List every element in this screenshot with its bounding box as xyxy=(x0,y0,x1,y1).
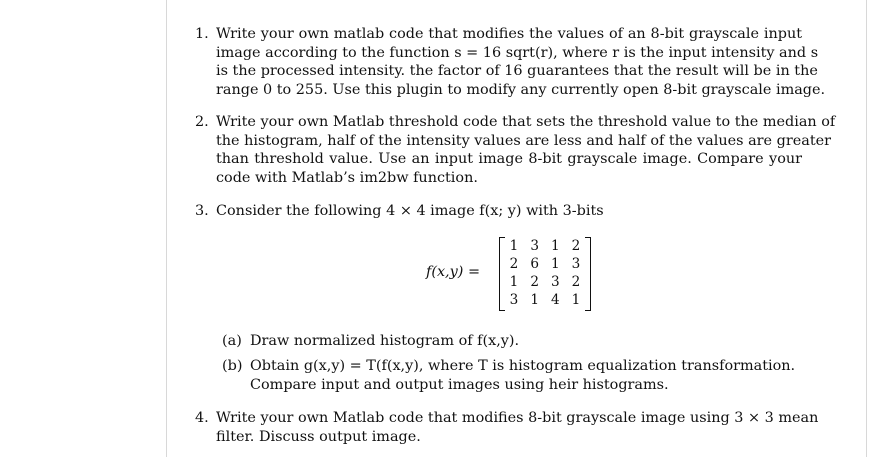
matrix-row xyxy=(507,237,583,255)
matrix-row xyxy=(507,273,583,291)
left-margin-rule xyxy=(166,0,167,457)
matrix-row xyxy=(507,255,583,273)
matrix-cell: 1 xyxy=(550,256,560,272)
matrix-cell: 4 xyxy=(550,292,560,308)
matrix-cell: 2 xyxy=(509,256,519,272)
matrix-cell: 1 xyxy=(571,292,581,308)
text-line: Write your own Matlab code that modifies 8-bit grayscale image using 3 × 3 mean xyxy=(216,410,819,426)
text-line: is the processed intensity. the factor of 16 guarantees that the result will be in the xyxy=(216,63,818,80)
matrix-cell: 1 xyxy=(530,292,539,308)
problem-number: 1. xyxy=(195,26,209,42)
matrix-right-bracket xyxy=(585,237,591,311)
text-line: than threshold value. Use an input image 8-bit grayscale image. Compare your xyxy=(216,151,802,168)
problem-text xyxy=(216,25,826,99)
subpart-label: (b) xyxy=(222,358,243,374)
matrix-cell: 1 xyxy=(509,238,519,254)
matrix-cell: 3 xyxy=(530,238,539,254)
problem-text xyxy=(216,409,819,446)
text-line: filter. Discuss output image. xyxy=(216,428,421,445)
matrix-row xyxy=(507,291,583,309)
matrix-left-bracket xyxy=(499,237,505,311)
text-line: Consider the following 4 × 4 image f(x; y) with 3-bits xyxy=(216,203,604,219)
matrix-cell: 2 xyxy=(530,274,539,290)
matrix-cell: 2 xyxy=(571,238,581,254)
text-line: Write your own matlab code that modifies the values of an 8-bit grayscale input xyxy=(216,26,802,42)
matrix-label: f(x,y) = xyxy=(426,264,481,280)
subpart-text: Obtain g(x,y) = T(f(x,y), where T is histogram equalization transformation. xyxy=(250,358,796,374)
subpart-text: Draw normalized histogram of f(x,y). xyxy=(250,333,520,349)
matrix-cell: 3 xyxy=(550,274,560,290)
problem-number: 4. xyxy=(195,410,209,426)
matrix-cell: 1 xyxy=(509,274,519,290)
matrix-cell: 2 xyxy=(571,274,581,290)
text-line: image according to the function s = 16 sqrt(r), where r is the input intensity and s xyxy=(216,44,819,61)
matrix-cell: 3 xyxy=(571,256,581,272)
problem-text xyxy=(216,202,802,221)
matrix xyxy=(499,237,591,311)
problem-number: 2. xyxy=(195,114,209,130)
text-line: the histogram, half of the intensity values are less and half of the values are greater xyxy=(216,132,832,149)
matrix-cell: 1 xyxy=(550,238,560,254)
subpart-label: (a) xyxy=(222,333,242,349)
matrix-cell: 3 xyxy=(509,292,519,308)
text-line: Write your own Matlab threshold code that sets the threshold value to the median of xyxy=(216,114,836,130)
text-line: code with Matlab’s im2bw function. xyxy=(216,169,478,186)
right-margin-rule xyxy=(866,0,867,457)
matrix-cell: 6 xyxy=(530,256,539,272)
problem-text xyxy=(216,113,836,187)
problem-number: 3. xyxy=(195,203,209,219)
subpart-text: Compare input and output images using heir histograms. xyxy=(250,377,669,393)
text-line: range 0 to 255. Use this plugin to modify any currently open 8-bit grayscale image. xyxy=(216,81,826,98)
